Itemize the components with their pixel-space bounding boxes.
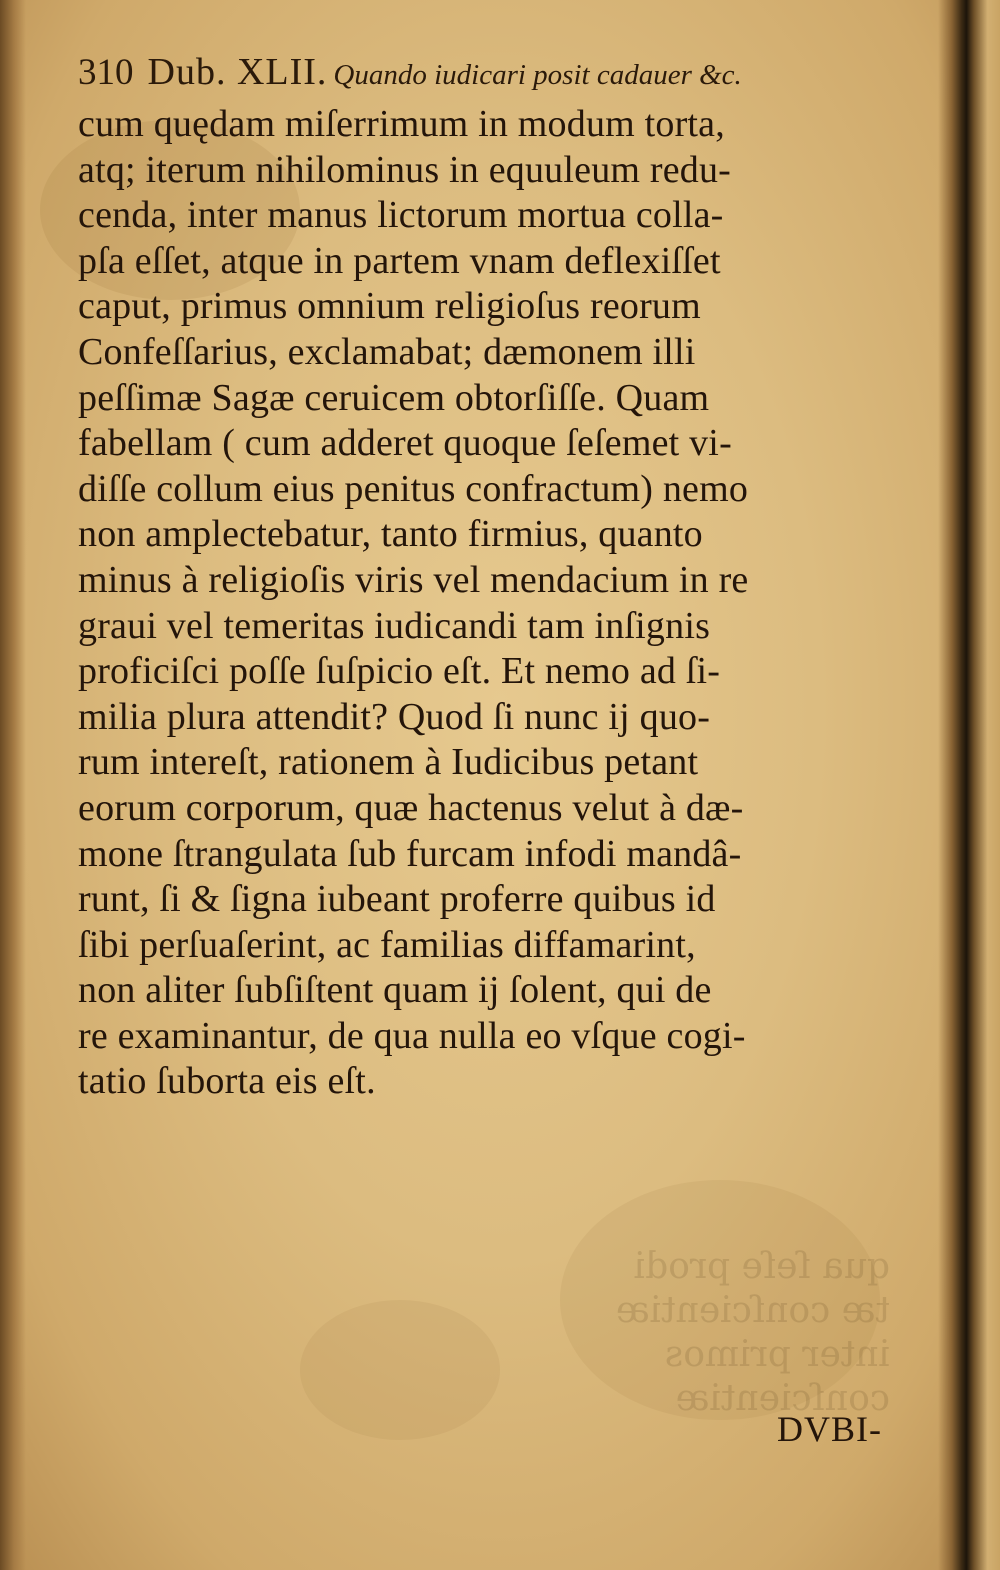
text-line: atq; iterum nihilominus in equuleum redu- xyxy=(78,148,732,191)
binding-edge-right xyxy=(938,0,1000,1570)
text-line: cenda, inter manus lictorum mortua colla- xyxy=(78,194,724,237)
text-line: minus à religioſis viris vel mendacium in re xyxy=(78,558,749,601)
text-line: fabellam ( cum adderet quoque ſeſemet vi- xyxy=(78,422,732,465)
text-line: caput, primus omnium religioſus reorum xyxy=(78,285,701,328)
ink-bleed-through: qua ſeſe prodi tæ conſcientiæ inter primos conſcientiæ xyxy=(615,1246,890,1419)
text-line: diſſe collum eius penitus confractum) nemo xyxy=(78,467,749,510)
text-line: Confeſſarius, exclamabat; dæmonem illi xyxy=(78,330,696,373)
section-label: Dub. XLII. xyxy=(147,51,328,93)
text-line: non aliter ſubſiſtent quam ij ſolent, qui de xyxy=(78,969,712,1012)
text-line: eorum corporum, quæ hactenus velut à dæ- xyxy=(78,786,744,829)
catchword: DVBI- xyxy=(777,1409,882,1449)
running-title: Quando iudicari posit cadauer &c. xyxy=(333,59,742,91)
text-line: graui vel temeritas iudicandi tam inſignis xyxy=(78,604,711,647)
text-line: milia plura attendit? Quod ſi nunc ij quo- xyxy=(78,695,711,738)
text-line: re examinantur, de qua nulla eo vſque cogi- xyxy=(78,1014,746,1057)
body-text xyxy=(78,102,898,1105)
text-line: cum quędam miſerrimum in modum torta, xyxy=(78,103,725,145)
text-line: proficiſci poſſe ſuſpicio eſt. Et nemo ad ſi- xyxy=(78,650,721,693)
text-line: tatio ſuborta eis eſt. xyxy=(78,1060,376,1103)
text-line: peſſimæ Sagæ ceruicem obtorſiſſe. Quam xyxy=(78,376,710,419)
text-line: mone ſtrangulata ſub furcam infodi mandâ- xyxy=(78,832,742,875)
text-line: ſibi perſuaſerint, ac familias diffamarint, xyxy=(78,923,696,966)
binding-shadow-left xyxy=(0,0,26,1570)
text-line: rum intereſt, rationem à Iudicibus petant xyxy=(78,741,699,784)
text-line: pſa eſſet, atque in partem vnam deflexiſſet xyxy=(78,239,721,282)
page-number: 310 xyxy=(78,52,134,93)
text-line: runt, ſi & ſigna iubeant proferre quibus id xyxy=(78,878,716,921)
running-header xyxy=(78,50,908,94)
text-line: non amplectebatur, tanto firmius, quanto xyxy=(78,513,703,556)
